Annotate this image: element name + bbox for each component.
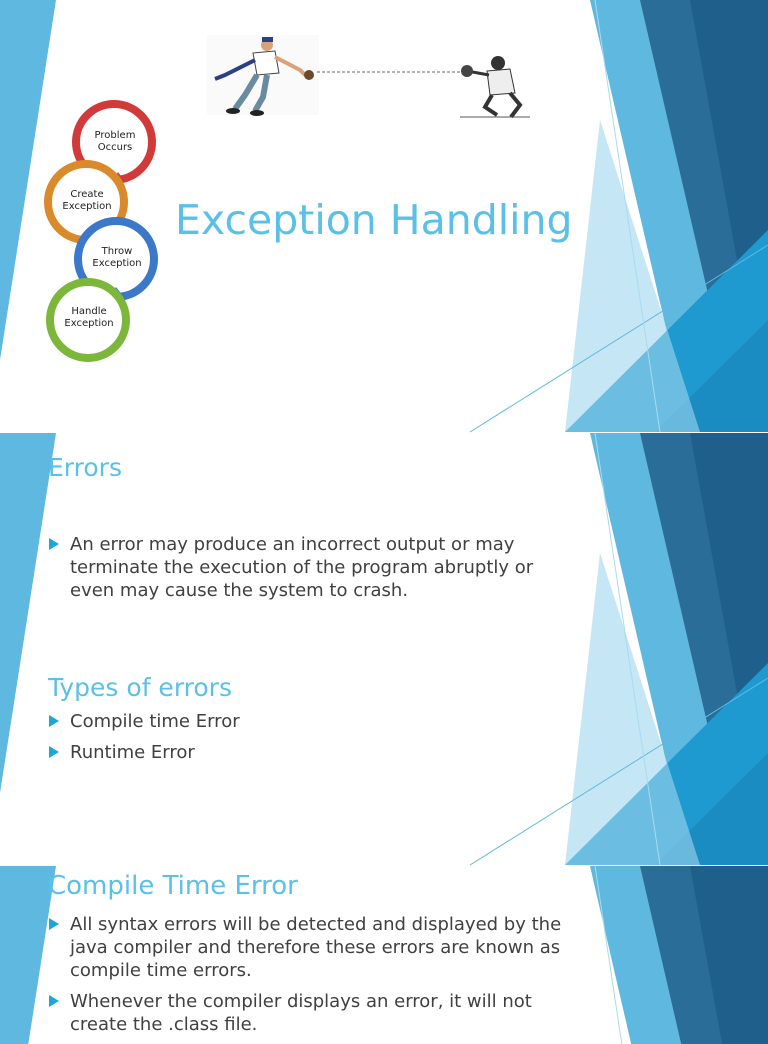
slide-title: Exception Handling <box>175 196 573 244</box>
errors-bullet-list <box>48 533 578 610</box>
bullet-text: All syntax errors will be detected and displayed by the java compiler and therefore these errors are known as compile time errors. <box>70 914 562 981</box>
cycle-step-problem-occurs: Problem Occurs <box>94 130 136 153</box>
list-item <box>48 741 578 764</box>
pitcher-catcher-illustration <box>205 35 535 120</box>
bullet-triangle-icon <box>49 746 59 758</box>
slide-errors <box>0 433 768 865</box>
list-item <box>48 533 578 602</box>
cycle-step-throw-exception: Throw Exception <box>92 246 142 269</box>
slide-compile-time-error <box>0 866 768 1035</box>
list-item <box>48 913 578 982</box>
bullet-triangle-icon <box>49 995 59 1007</box>
bullet-text: Compile time Error <box>70 711 240 732</box>
bullet-triangle-icon <box>49 918 59 930</box>
slide-exception-handling <box>0 0 768 432</box>
catcher-illustration <box>460 56 530 117</box>
bullet-text: An error may produce an incorrect output or may terminate the execution of the program abruptly or even may cause the system to crash. <box>70 534 534 601</box>
compile-error-bullet-list <box>48 913 578 1044</box>
bullet-text: Whenever the compiler displays an error, it will not create the .class file. <box>70 991 532 1035</box>
bullet-triangle-icon <box>49 715 59 727</box>
pitcher-illustration <box>207 35 319 116</box>
cycle-step-handle-exception: Handle Exception <box>64 306 114 329</box>
list-item <box>48 990 578 1036</box>
bullet-text: Runtime Error <box>70 742 195 763</box>
error-types-list <box>48 710 578 772</box>
bullet-triangle-icon <box>49 538 59 550</box>
slide-title: Compile Time Error <box>48 871 298 901</box>
list-item <box>48 710 578 733</box>
cycle-step-create-exception: Create Exception <box>62 189 112 212</box>
slide-background-decoration <box>0 433 768 865</box>
slide-title: Errors <box>48 453 122 482</box>
exception-cycle-diagram <box>36 92 166 367</box>
section-subtitle: Types of errors <box>48 673 232 702</box>
